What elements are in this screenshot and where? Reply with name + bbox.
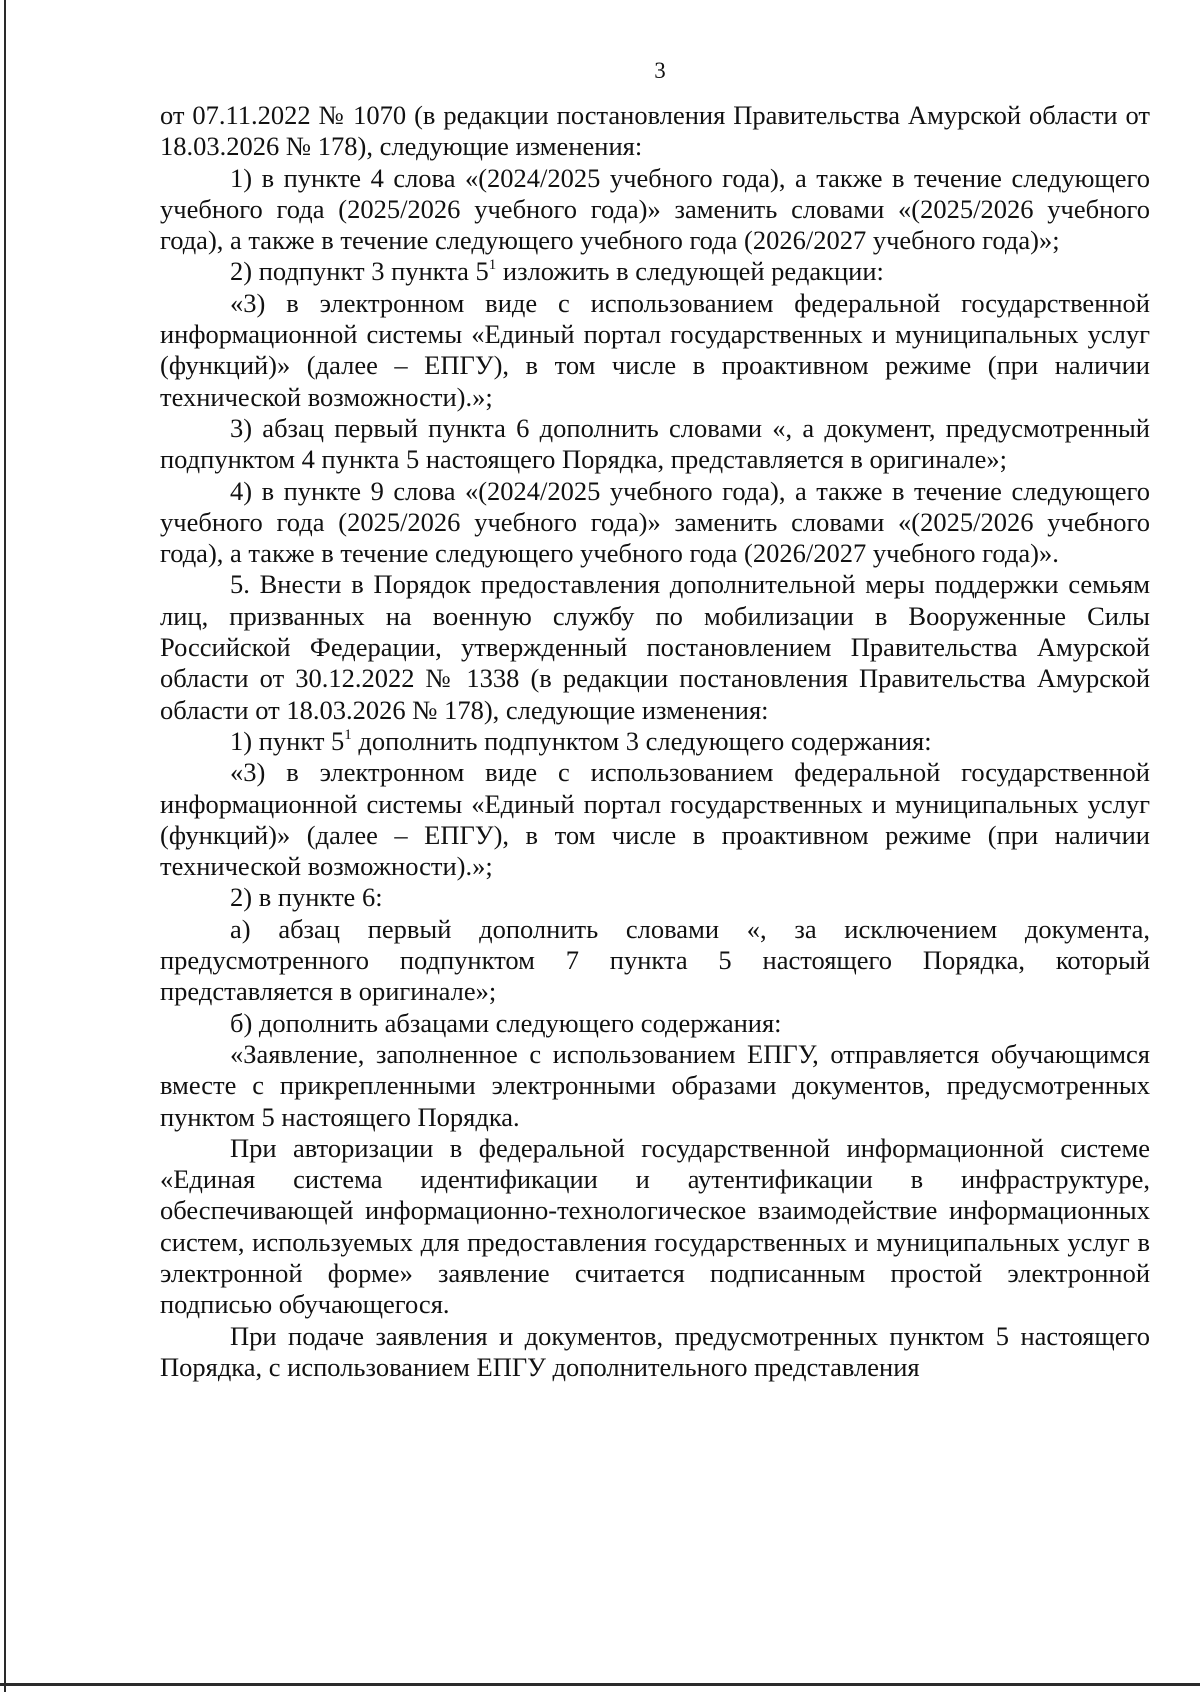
paragraph-item-5: 5. Внести в Порядок предоставления дополнительной меры поддержки семьям лиц, призванных на военную службу по мобилизации в Вооруженные Силы Российской Федерации, утвержденный постановлением Правительства Амурской области от 30.12.2022 № 1338 (в редакции постановления Правительства Амурской области от 18.03.2026 № 178), следующие изменения: — [160, 569, 1150, 725]
paragraph-quoted-subitem-3: «3) в электронном виде с использованием федеральной государственной информационной системы «Единый портал государственных и муниципальных услуг (функций)» (далее – ЕПГУ), в том числе в проактивном режиме (при наличии технической возможности).»; — [160, 287, 1150, 412]
scan-bottom-edge — [0, 1683, 1200, 1686]
paragraph-quoted-application: «Заявление, заполненное с использованием ЕПГУ, отправляется обучающимся вместе с прикрепленными электронными образами документов, предусмотренных пунктом 5 настоящего Порядка. — [160, 1038, 1150, 1132]
paragraph-text: 2) подпункт 3 пункта 5 — [230, 256, 489, 287]
scan-left-edge — [4, 0, 6, 1692]
paragraph-amendment-2 — [160, 256, 1150, 287]
paragraph-text: дополнить подпунктом 3 следующего содержания: — [351, 725, 932, 756]
page-number: 3 — [654, 58, 666, 83]
paragraph-amendment-1: 1) в пункте 4 слова «(2024/2025 учебного года), а также в течение следующего учебного года (2025/2026 учебного года)» заменить словами «(2025/2026 учебного года), а также в течение следующего учебного года (2026/2027 учебного года)»; — [160, 162, 1150, 256]
paragraph-text: изложить в следующей редакции: — [496, 256, 884, 287]
document-body — [160, 100, 1150, 1383]
superscript: 1 — [488, 257, 497, 274]
paragraph-amendment-3: 3) абзац первый пункта 6 дополнить словами «, а документ, предусмотренный подпунктом 4 пункта 5 настоящего Порядка, представляется в оригинале»; — [160, 412, 1150, 475]
paragraph-submission: При подаче заявления и документов, предусмотренных пунктом 5 настоящего Порядка, с использованием ЕПГУ дополнительного представления — [160, 1320, 1150, 1382]
paragraph-continuation: от 07.11.2022 № 1070 (в редакции постановления Правительства Амурской области от 18.03.2026 № 178), следующие изменения: — [160, 100, 1150, 162]
paragraph-quoted-subitem-3-b: «3) в электронном виде с использованием федеральной государственной информационной системы «Единый портал государственных и муниципальных услуг (функций)» (далее – ЕПГУ), в том числе в проактивном режиме (при наличии технической возможности).»; — [160, 757, 1150, 882]
paragraph-item-5-amendment-2: 2) в пункте 6: — [230, 882, 383, 913]
paragraph-subitem-a: а) абзац первый дополнить словами «, за исключением документа, предусмотренного подпунктом 7 пункта 5 настоящего Порядка, который представляется в оригинале»; — [160, 913, 1150, 1007]
paragraph-amendment-4: 4) в пункте 9 слова «(2024/2025 учебного года), а также в течение следующего учебного года (2025/2026 учебного года)» заменить словами «(2025/2026 учебного года), а также в течение следующего учебного года (2026/2027 учебного года)». — [160, 475, 1150, 569]
superscript: 1 — [344, 726, 352, 743]
paragraph-text: 1) пункт 5 — [230, 725, 345, 756]
paragraph-subitem-b: б) дополнить абзацами следующего содержания: — [230, 1007, 782, 1038]
paragraph-authorization: При авторизации в федеральной государственной информационной системе «Единая система идентификации и аутентификации в инфраструктуре, обеспечивающей информационно-технологическое взаимодействие информационных систем, используемых для предоставления государственных и муниципальных услуг в электронной форме» заявление считается подписанным простой электронной подписью обучающегося. — [160, 1132, 1150, 1320]
paragraph-item-5-amendment-1 — [160, 726, 1150, 757]
